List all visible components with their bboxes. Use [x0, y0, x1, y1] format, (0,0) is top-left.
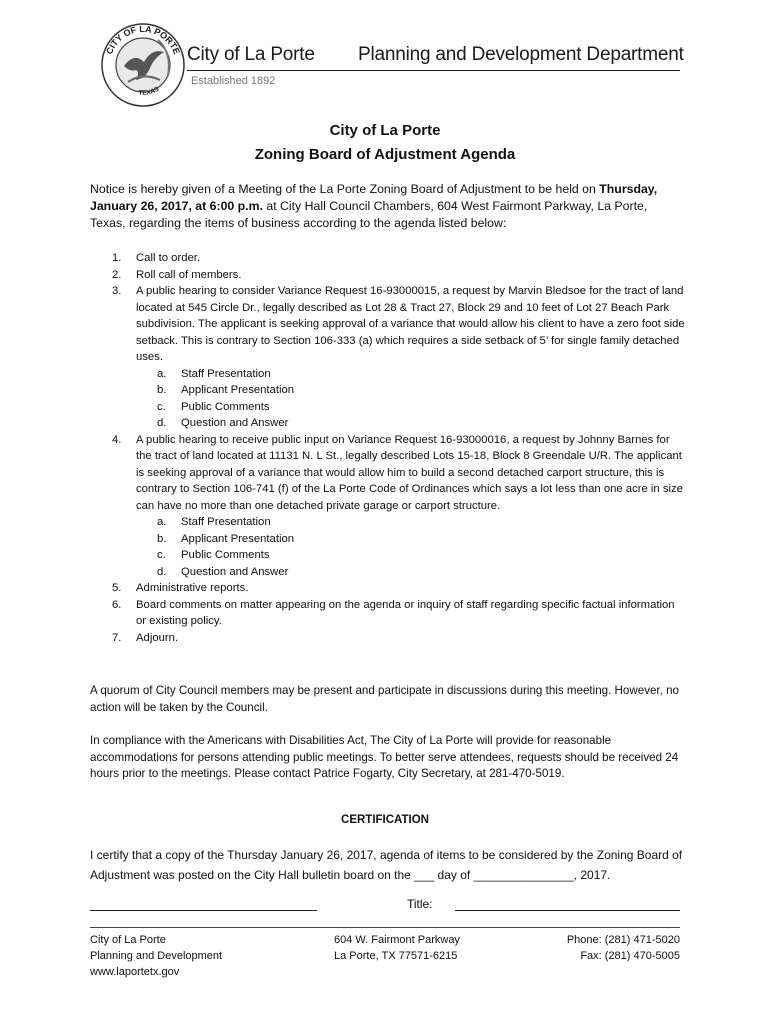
agenda-subitem [90, 547, 685, 564]
footer-left [90, 932, 222, 980]
certification-heading: CERTIFICATION [341, 814, 429, 826]
header-city-name: City of La Porte [187, 44, 315, 65]
agenda-list [90, 250, 685, 646]
agenda-subitem-letter: a. [157, 516, 167, 528]
agenda-subitem-text: Applicant Presentation [181, 532, 295, 545]
agenda-subitem [90, 415, 685, 432]
agenda-subitem-letter: a. [157, 367, 167, 380]
agenda-item-text: Call to order. [136, 252, 201, 264]
certification-text: I certify that a copy of the Thursday January 26, 2017, agenda of items to be considered by the Zoning Board of Adjustment was posted on the City Hall bulletin board on the ___ day of _______________, 2017. [90, 848, 683, 882]
header-divider [187, 70, 680, 71]
header-established: Established 1892 [191, 75, 276, 87]
city-seal-logo [100, 22, 186, 108]
agenda-subitem [90, 382, 685, 399]
agenda-item-text: Adjourn. [136, 631, 179, 644]
agenda-item-number: 6. [112, 598, 122, 611]
agenda-item-number: 2. [112, 268, 122, 281]
agenda-subitem [90, 564, 685, 581]
agenda-subitem-letter: d. [157, 417, 167, 429]
agenda-item [90, 630, 685, 647]
agenda-item [90, 267, 685, 284]
footer-address [334, 932, 460, 964]
agenda-subitem-letter: b. [157, 532, 167, 545]
meeting-notice [90, 181, 685, 232]
agenda-subitem-text: Applicant Presentation [181, 384, 295, 396]
agenda-item [90, 597, 685, 630]
footer-contact [480, 932, 680, 964]
agenda-item [90, 432, 685, 515]
agenda-item [90, 580, 685, 597]
notice-text-2: at City Hall Council Chambers, 604 West Fairmont Parkway, La Porte, Texas, regarding the items of business according to the agenda listed below: [90, 199, 648, 230]
document-title-agenda: Zoning Board of Adjustment Agenda [254, 146, 516, 163]
footer-city: City of La Porte [90, 934, 166, 946]
agenda-item-number: 1. [112, 252, 122, 264]
footer-divider [90, 927, 680, 928]
agenda-subitem-letter: b. [157, 384, 167, 396]
agenda-subitem-text: Question and Answer [181, 565, 289, 578]
footer-city-state-zip: La Porte, TX 77571-6215 [334, 950, 458, 962]
agenda-item-text: A public hearing to receive public input on Variance Request 16-93000016, a request by Johnny Barnes for the tract of land located at 11131 N. L St., legally described Lots 15-18, Block 8 Greendale U/R. The applicant is seeking approval of a variance that would allow him to build a second detached carport structure, this is contrary to Section 106-741 (f) of the La Porte Code of Ordinances which says a lot less than one acre in size can have no more than one detached private garage or carport structure. [136, 433, 683, 512]
agenda-item-text: Administrative reports. [136, 582, 249, 594]
agenda-subitem-text: Question and Answer [181, 417, 289, 429]
agenda-item-text: Roll call of members. [136, 268, 242, 281]
agenda-subitem [90, 531, 685, 548]
agenda-subitem-letter: c. [157, 400, 166, 413]
agenda-subitem-letter: d. [157, 565, 167, 578]
footer-phone: Phone: (281) 471-5020 [566, 934, 680, 946]
agenda-item-text: A public hearing to consider Variance Request 16-93000015, a request by Marvin Bledsoe for the tract of land located at 545 Circle Dr., legally described as Lot 28 & Tract 27, Block 29 and 10 feet of Lot 27 Beach Park subdivision. The applicant is seeking approval of a variance that would allow his client to have a zero foot side setback. This is contrary to Section 106-333 (a) which requires a side setback of 5’ for single family detached uses. [136, 285, 685, 363]
title-line [455, 910, 680, 911]
agenda-item [90, 250, 685, 267]
agenda-subitem-text: Staff Presentation [181, 516, 271, 528]
agenda-item-number: 5. [112, 582, 122, 594]
quorum-statement: A quorum of City Council members may be present and participate in discussions during this meeting. However, no action will be taken by the Council. [90, 684, 679, 714]
header-department: Planning and Development Department [358, 44, 684, 65]
agenda-item-number: 4. [112, 433, 122, 446]
title-label: Title: [407, 897, 433, 911]
footer-fax: Fax: (281) 470-5005 [580, 950, 680, 962]
signature-line [90, 910, 317, 911]
seal-text-bottom: TEXAS [138, 85, 161, 97]
notice-text-1: Notice is hereby given of a Meeting of the La Porte Zoning Board of Adjustment to be held on [90, 182, 600, 196]
footer-department: Planning and Development [90, 950, 223, 962]
agenda-item-number: 3. [112, 285, 122, 297]
agenda-subitem-text: Public Comments [181, 549, 270, 561]
agenda-item-number: 7. [112, 631, 122, 644]
agenda-subitem-letter: c. [157, 549, 166, 561]
agenda-subitem-text: Public Comments [181, 400, 270, 413]
footer-street: 604 W. Fairmont Parkway [334, 934, 460, 946]
footer-website-link[interactable]: www.laportetx.gov [90, 966, 180, 978]
agenda-subitem-text: Staff Presentation [181, 367, 271, 380]
agenda-item-text: Board comments on matter appearing on the agenda or inquiry of staff regarding specific factual information or existing policy. [136, 598, 675, 627]
agenda-item [90, 283, 685, 366]
seal-text-top: CITY OF LA PORTE [104, 23, 182, 56]
ada-statement: In compliance with the Americans with Disabilities Act, The City of La Porte will provide for reasonable accommodations for persons attending public meetings. To better serve attendees, requests should be received 24 hours prior to the meetings. Please contact Patrice Fogarty, City Secretary, at 281-470-5019. [90, 734, 679, 780]
document-title-city: City of La Porte [329, 122, 441, 139]
notice-date-time: Thursday, January 26, 2017, at 6:00 p.m. [90, 182, 658, 213]
agenda-subitem [90, 399, 685, 416]
agenda-subitem [90, 366, 685, 383]
agenda-subitem [90, 514, 685, 531]
